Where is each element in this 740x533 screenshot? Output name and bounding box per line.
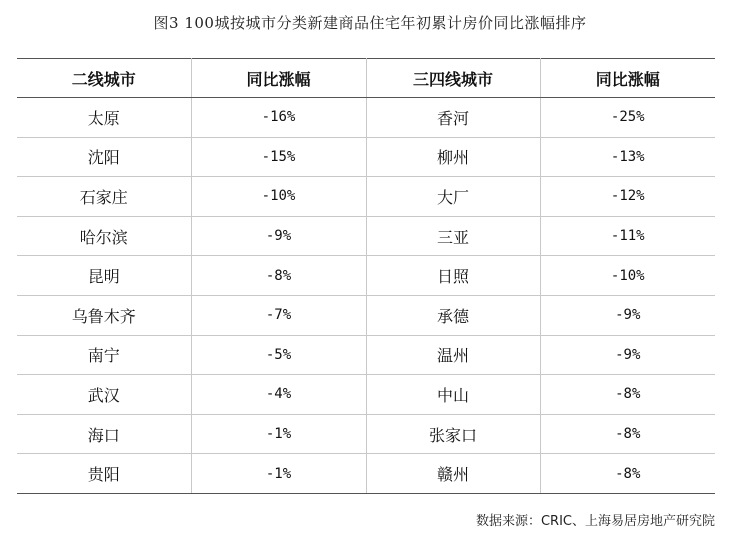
third-fourth-tier-yoy-cell: -10% xyxy=(540,256,715,296)
table-row xyxy=(17,414,715,454)
second-tier-city-cell: 沈阳 xyxy=(17,137,191,177)
third-fourth-tier-yoy-cell: -25% xyxy=(540,98,715,138)
second-tier-yoy-cell: -1% xyxy=(191,414,366,454)
table-row xyxy=(17,177,715,217)
second-tier-city-cell: 昆明 xyxy=(17,256,191,296)
header-third-fourth-tier-cities: 三四线城市 xyxy=(366,59,540,98)
table-row xyxy=(17,295,715,335)
table-row xyxy=(17,98,715,138)
table-row xyxy=(17,454,715,494)
second-tier-yoy-cell: -7% xyxy=(191,295,366,335)
second-tier-yoy-cell: -5% xyxy=(191,335,366,375)
third-fourth-tier-city-cell: 大厂 xyxy=(366,177,540,217)
second-tier-yoy-cell: -1% xyxy=(191,454,366,494)
table-row xyxy=(17,375,715,415)
data-source-note: 数据来源：CRIC、上海易居房地产研究院 xyxy=(475,514,715,529)
third-fourth-tier-city-cell: 温州 xyxy=(366,335,540,375)
third-fourth-tier-yoy-cell: -8% xyxy=(540,375,715,415)
second-tier-city-cell: 武汉 xyxy=(17,375,191,415)
header-second-tier-cities: 二线城市 xyxy=(17,59,191,98)
third-fourth-tier-city-cell: 承德 xyxy=(366,295,540,335)
third-fourth-tier-city-cell: 中山 xyxy=(366,375,540,415)
second-tier-yoy-cell: -9% xyxy=(191,216,366,256)
third-fourth-tier-yoy-cell: -11% xyxy=(540,216,715,256)
second-tier-yoy-cell: -16% xyxy=(191,98,366,138)
third-fourth-tier-yoy-cell: -12% xyxy=(540,177,715,217)
second-tier-yoy-cell: -8% xyxy=(191,256,366,296)
table-row xyxy=(17,335,715,375)
second-tier-city-cell: 太原 xyxy=(17,98,191,138)
second-tier-city-cell: 南宁 xyxy=(17,335,191,375)
third-fourth-tier-yoy-cell: -9% xyxy=(540,335,715,375)
header-yoy-change-b: 同比涨幅 xyxy=(540,59,715,98)
third-fourth-tier-yoy-cell: -13% xyxy=(540,137,715,177)
third-fourth-tier-city-cell: 日照 xyxy=(366,256,540,296)
third-fourth-tier-yoy-cell: -9% xyxy=(540,295,715,335)
header-yoy-change-a: 同比涨幅 xyxy=(191,59,366,98)
second-tier-city-cell: 贵阳 xyxy=(17,454,191,494)
table-header-row xyxy=(17,59,715,98)
third-fourth-tier-city-cell: 香河 xyxy=(366,98,540,138)
second-tier-city-cell: 乌鲁木齐 xyxy=(17,295,191,335)
table-row xyxy=(17,256,715,296)
second-tier-city-cell: 哈尔滨 xyxy=(17,216,191,256)
figure-title: 图3 100城按城市分类新建商品住宅年初累计房价同比涨幅排序 xyxy=(153,14,587,32)
third-fourth-tier-yoy-cell: -8% xyxy=(540,414,715,454)
second-tier-city-cell: 石家庄 xyxy=(17,177,191,217)
ranking-table xyxy=(17,58,715,494)
third-fourth-tier-city-cell: 赣州 xyxy=(366,454,540,494)
second-tier-city-cell: 海口 xyxy=(17,414,191,454)
third-fourth-tier-city-cell: 柳州 xyxy=(366,137,540,177)
table-row xyxy=(17,216,715,256)
third-fourth-tier-city-cell: 张家口 xyxy=(366,414,540,454)
second-tier-yoy-cell: -10% xyxy=(191,177,366,217)
second-tier-yoy-cell: -15% xyxy=(191,137,366,177)
third-fourth-tier-city-cell: 三亚 xyxy=(366,216,540,256)
table-row xyxy=(17,137,715,177)
table-body xyxy=(17,98,715,494)
third-fourth-tier-yoy-cell: -8% xyxy=(540,454,715,494)
second-tier-yoy-cell: -4% xyxy=(191,375,366,415)
